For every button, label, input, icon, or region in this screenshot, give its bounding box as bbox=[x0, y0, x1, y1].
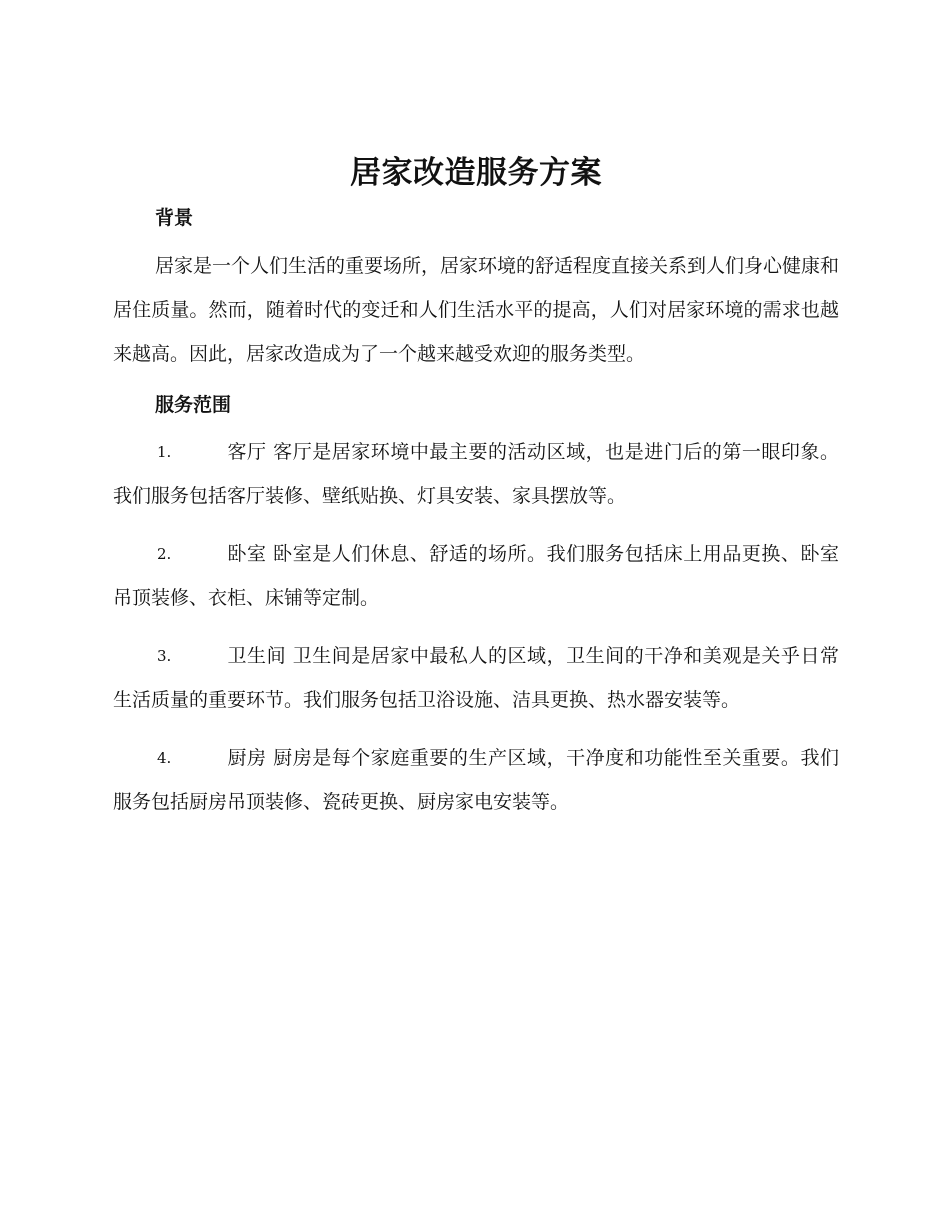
list-item-title: 厨房 bbox=[227, 747, 267, 769]
list-item-title: 卫生间 bbox=[227, 645, 287, 667]
list-item-kitchen bbox=[113, 736, 839, 824]
service-list bbox=[113, 430, 839, 824]
list-item-living-room bbox=[113, 430, 839, 518]
list-item-bedroom bbox=[113, 532, 839, 620]
background-paragraph: 居家是一个人们生活的重要场所，居家环境的舒适程度直接关系到人们身心健康和居住质量。然而，随着时代的变迁和人们生活水平的提高，人们对居家环境的需求也越来越高。因此，居家改造成为了一个越来越受欢迎的服务类型。 bbox=[113, 255, 840, 365]
list-item-text: 卫生间是居家中最私人的区域，卫生间的干净和美观是关乎日常生活质量的重要环节。我们服务包括卫浴设施、洁具更换、热水器安装等。 bbox=[113, 645, 839, 711]
list-number: 4. bbox=[157, 749, 172, 767]
list-number: 2. bbox=[157, 545, 172, 563]
list-item-bathroom bbox=[113, 634, 839, 722]
page-title: 居家改造服务方案 bbox=[350, 155, 602, 191]
list-item-text: 厨房是每个家庭重要的生产区域，干净度和功能性至关重要。我们服务包括厨房吊顶装修、瓷砖更换、厨房家电安装等。 bbox=[113, 747, 839, 813]
list-number: 1. bbox=[157, 443, 172, 461]
list-item-text: 卧室是人们休息、舒适的场所。我们服务包括床上用品更换、卧室吊顶装修、衣柜、床铺等定制。 bbox=[113, 543, 839, 609]
list-item-title: 卧室 bbox=[227, 543, 267, 565]
list-number: 3. bbox=[157, 647, 172, 665]
list-item-title: 客厅 bbox=[227, 441, 267, 463]
section-heading-background: 背景 bbox=[155, 207, 194, 229]
document-page bbox=[113, 150, 839, 838]
section-heading-service-scope: 服务范围 bbox=[155, 394, 232, 416]
list-item-text: 客厅是居家环境中最主要的活动区域，也是进门后的第一眼印象。我们服务包括客厅装修、壁纸贴换、灯具安装、家具摆放等。 bbox=[113, 441, 839, 507]
